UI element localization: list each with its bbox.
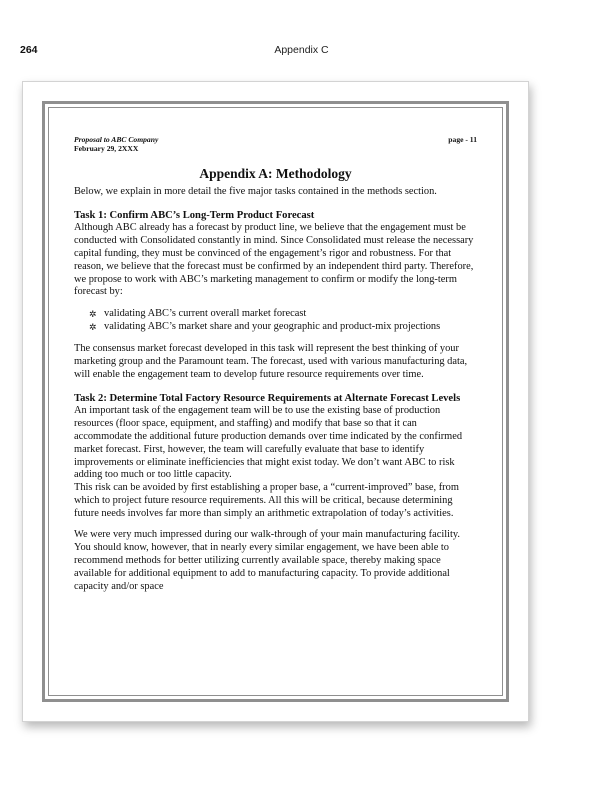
document-header	[74, 135, 477, 157]
bullet-icon: ✲	[89, 309, 97, 320]
proposal-line: Proposal to ABC Company	[74, 135, 159, 144]
task2-paragraph-2: This risk can be avoided by first establishing a proper base, a “current-improved” base, from which to project future resource requirements. All this will be critical, because determining future needs involves far more than simply an arithmetic extrapolation of today’s activities.	[74, 482, 459, 520]
task1-heading: Task 1: Confirm ABC’s Long-Term Product Forecast	[74, 209, 315, 221]
bullet-icon: ✲	[89, 322, 97, 333]
document-sheet	[22, 81, 529, 722]
date-line: February 29, 2XXX	[74, 144, 139, 153]
task2-paragraph-3: We were very much impressed during our walk-through of your main manufacturing facility. You should know, however, that in nearly every similar engagement, we have been able to recommend methods for better utilizing currently available space, thereby making space available for additional equipment to add to manufacturing capacity. To provide additional capacity and/or space	[74, 529, 460, 592]
task2-paragraph-1: An important task of the engagement team will be to use the existing base of production resources (floor space, equipment, and staffing) and modify that base so that it can accommodate the additional future production demands over time indicated by the confirmed market forecast. First, however, the team will carefully evaluate that base to identify improvements or eliminate inefficiencies that might exist today. We don’t want ABC to risk adding too much or too little capacity.	[74, 404, 463, 481]
book-running-head: Appendix C	[274, 44, 329, 56]
task1-bullet-list	[74, 308, 477, 334]
appendix-title: Appendix A: Methodology	[199, 166, 352, 181]
bullet-text: validating ABC’s current overall market forecast	[104, 308, 307, 320]
book-page-number: 264	[20, 44, 38, 56]
list-item	[89, 308, 477, 321]
page-label: page - 11	[448, 135, 477, 144]
task1-paragraph: Although ABC already has a forecast by product line, we believe that the engagement must be conducted with Consolidated constantly in mind. Since Consolidated must release the necessary capital funding, they must be convinced of the engagement’s rigor and robustness. For that reason, we believe that the forecast must be confirmed by an independent third party. Therefore, we propose to work with ABC’s marketing management to confirm or modify the long-term forecast by:	[74, 221, 474, 298]
bullet-text: validating ABC’s market share and your geographic and product-mix projections	[104, 321, 441, 333]
document-content	[74, 135, 477, 594]
intro-paragraph: Below, we explain in more detail the five major tasks contained in the methods section.	[74, 186, 437, 197]
task1-summary-paragraph: The consensus market forecast developed in this task will represent the best thinking of your marketing group and the Paramount team. The forecast, used with various manufacturing data, will enable the engagement team to develop future resource requirements over time.	[74, 343, 468, 380]
task2-heading: Task 2: Determine Total Factory Resource Requirements at Alternate Forecast Levels	[74, 392, 461, 404]
list-item	[89, 321, 477, 334]
